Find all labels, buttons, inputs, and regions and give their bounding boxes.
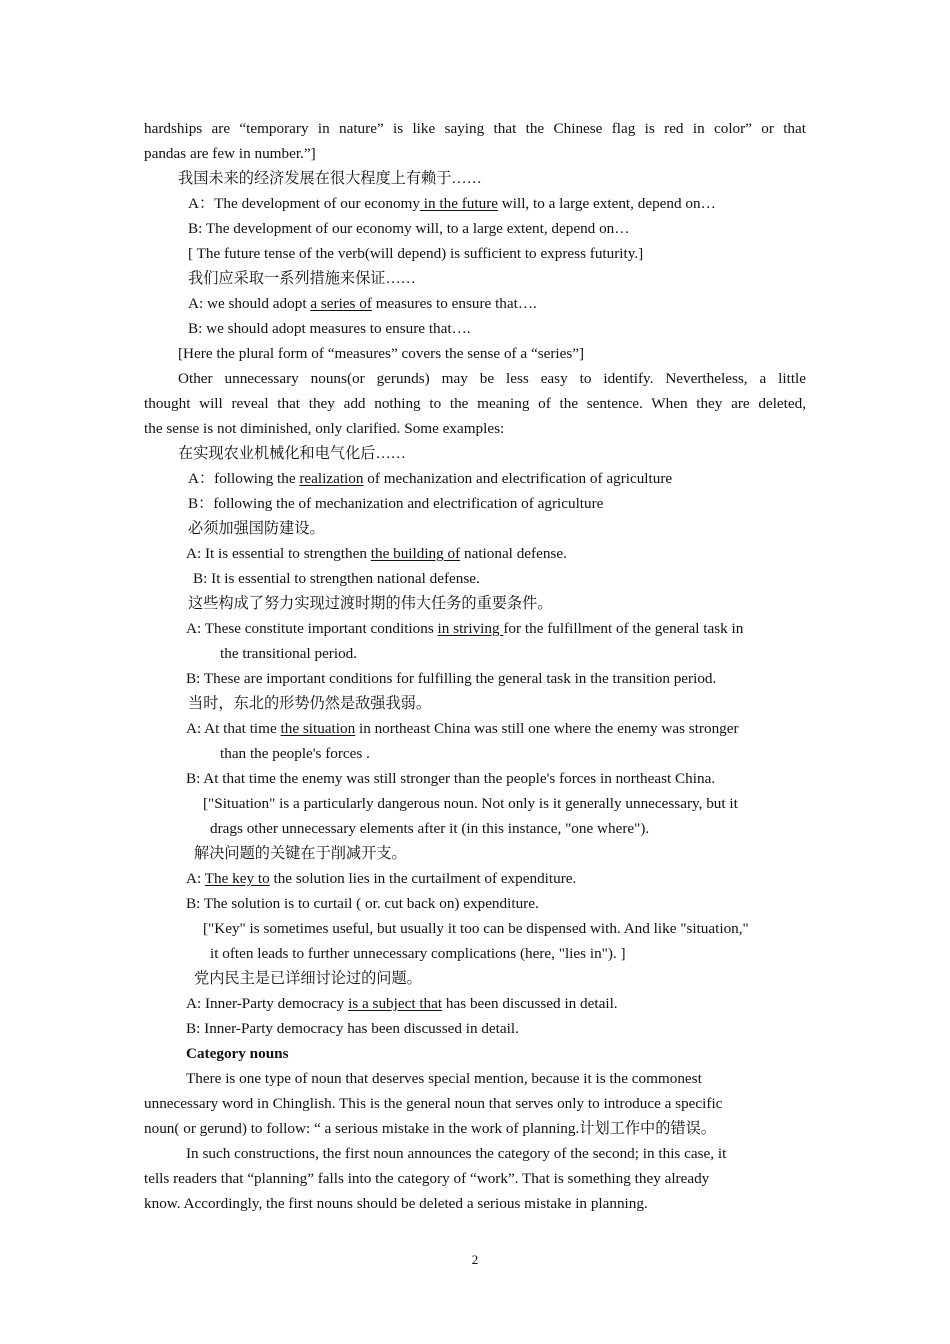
example-a bbox=[186, 870, 576, 888]
example-b: B: At that time the enemy was still stronger than the people's forces in northeast China. bbox=[186, 770, 716, 787]
text-span: A: bbox=[186, 870, 205, 887]
chinese-example: 解决问题的关键在于削减开支。 bbox=[194, 845, 407, 862]
text-line: unnecessary word in Chinglish. This is the general noun that serves only to introduce a specific bbox=[144, 1095, 723, 1112]
example-b: B：following the of mechanization and electrification of agriculture bbox=[188, 495, 604, 512]
text-line: thought will reveal that they add nothing to the meaning of the sentence. When they are deleted, bbox=[144, 395, 806, 412]
text-span: has been discussed in detail. bbox=[442, 995, 618, 1012]
text-line: the transitional period. bbox=[220, 645, 358, 662]
text-line: hardships are “temporary in nature” is like saying that the Chinese flag is red in color” or that bbox=[144, 120, 806, 137]
text-line: There is one type of noun that deserves special mention, because it is the commonest bbox=[186, 1070, 702, 1087]
chinese-example: 在实现农业机械化和电气化后…… bbox=[178, 445, 406, 462]
text-span: for the fulfillment of the general task in bbox=[503, 620, 744, 637]
text-line: tells readers that “planning” falls into the category of “work”. That is something they already bbox=[144, 1170, 710, 1187]
section-heading: Category nouns bbox=[186, 1045, 289, 1062]
text-line: than the people's forces . bbox=[220, 745, 370, 762]
explanation: ["Key" is sometimes useful, but usually it too can be dispensed with. And like "situation," bbox=[203, 920, 749, 937]
example-a bbox=[186, 620, 743, 638]
chinese-example: 党内民主是已详细讨论过的问题。 bbox=[194, 970, 422, 987]
explanation: [ The future tense of the verb(will depend) is sufficient to express futurity.] bbox=[188, 245, 644, 262]
explanation: ["Situation" is a particularly dangerous noun. Not only is it generally unnecessary, but it bbox=[203, 795, 738, 812]
chinese-example: 这些构成了努力实现过渡时期的伟大任务的重要条件。 bbox=[188, 595, 553, 612]
example-a bbox=[186, 720, 739, 738]
underlined-phrase: realization bbox=[299, 470, 364, 487]
text-span: A：The development of our economy bbox=[188, 195, 420, 212]
text-span: A: At that time bbox=[186, 720, 281, 737]
explanation: it often leads to further unnecessary complications (here, "lies in"). ] bbox=[210, 945, 626, 962]
text-span: in northeast China was still one where the enemy was stronger bbox=[355, 720, 739, 737]
example-b: B: The solution is to curtail ( or. cut back on) expenditure. bbox=[186, 895, 539, 912]
text-span: will, to a large extent, depend on… bbox=[498, 195, 716, 212]
text-span: measures to ensure that…. bbox=[371, 295, 537, 312]
example-a bbox=[186, 995, 618, 1013]
text-span: of mechanization and electrification of agriculture bbox=[363, 470, 673, 487]
text-span: A：following the bbox=[188, 470, 300, 487]
text-line: pandas are few in number.”] bbox=[144, 145, 316, 162]
text-line: know. Accordingly, the first nouns should be deleted a serious mistake in planning. bbox=[144, 1195, 648, 1212]
text-line: the sense is not diminished, only clarified. Some examples: bbox=[144, 420, 505, 437]
example-b: B: Inner-Party democracy has been discussed in detail. bbox=[186, 1020, 519, 1037]
text-span: A: These constitute important conditions bbox=[186, 620, 438, 637]
chinese-example: 我们应采取一系列措施来保证…… bbox=[188, 270, 416, 287]
example-a bbox=[188, 470, 672, 488]
example-a bbox=[186, 545, 567, 563]
text-span: A: Inner-Party democracy bbox=[186, 995, 349, 1012]
underlined-phrase: The key to bbox=[204, 870, 270, 887]
underlined-phrase: the building of bbox=[370, 545, 461, 562]
underlined-phrase: the situation bbox=[280, 720, 356, 737]
chinese-example: 我国未来的经济发展在很大程度上有赖于…… bbox=[178, 170, 482, 187]
explanation: drags other unnecessary elements after it (in this instance, "one where"). bbox=[210, 820, 650, 837]
page-number: 2 bbox=[471, 1252, 479, 1267]
chinese-example: 必须加强国防建设。 bbox=[188, 520, 325, 537]
underlined-phrase: is a subject that bbox=[348, 995, 443, 1012]
underlined-phrase: in the future bbox=[419, 195, 498, 212]
example-b: B: The development of our economy will, to a large extent, depend on… bbox=[188, 220, 630, 237]
example-b: B: These are important conditions for fulfilling the general task in the transition period. bbox=[186, 670, 717, 687]
text-line: Other unnecessary nouns(or gerunds) may be less easy to identify. Nevertheless, a little bbox=[178, 370, 806, 387]
underlined-phrase: a series of bbox=[310, 295, 372, 312]
text-span: A: It is essential to strengthen bbox=[186, 545, 371, 562]
example-b: B: we should adopt measures to ensure that…. bbox=[188, 320, 471, 337]
text-line: noun( or gerund) to follow: “ a serious mistake in the work of planning.计划工作中的错误。 bbox=[144, 1120, 716, 1137]
underlined-phrase: in striving bbox=[437, 620, 504, 637]
text-span: A: we should adopt bbox=[188, 295, 311, 312]
example-a bbox=[188, 195, 716, 213]
example-b: B: It is essential to strengthen national defense. bbox=[193, 570, 480, 587]
example-a bbox=[188, 295, 537, 313]
chinese-example: 当时，东北的形势仍然是敌强我弱。 bbox=[188, 695, 431, 712]
text-span: the solution lies in the curtailment of expenditure. bbox=[269, 870, 577, 887]
text-line: In such constructions, the first noun announces the category of the second; in this case, it bbox=[186, 1145, 727, 1162]
explanation: [Here the plural form of “measures” covers the sense of a “series”] bbox=[178, 345, 585, 362]
text-span: national defense. bbox=[460, 545, 567, 562]
